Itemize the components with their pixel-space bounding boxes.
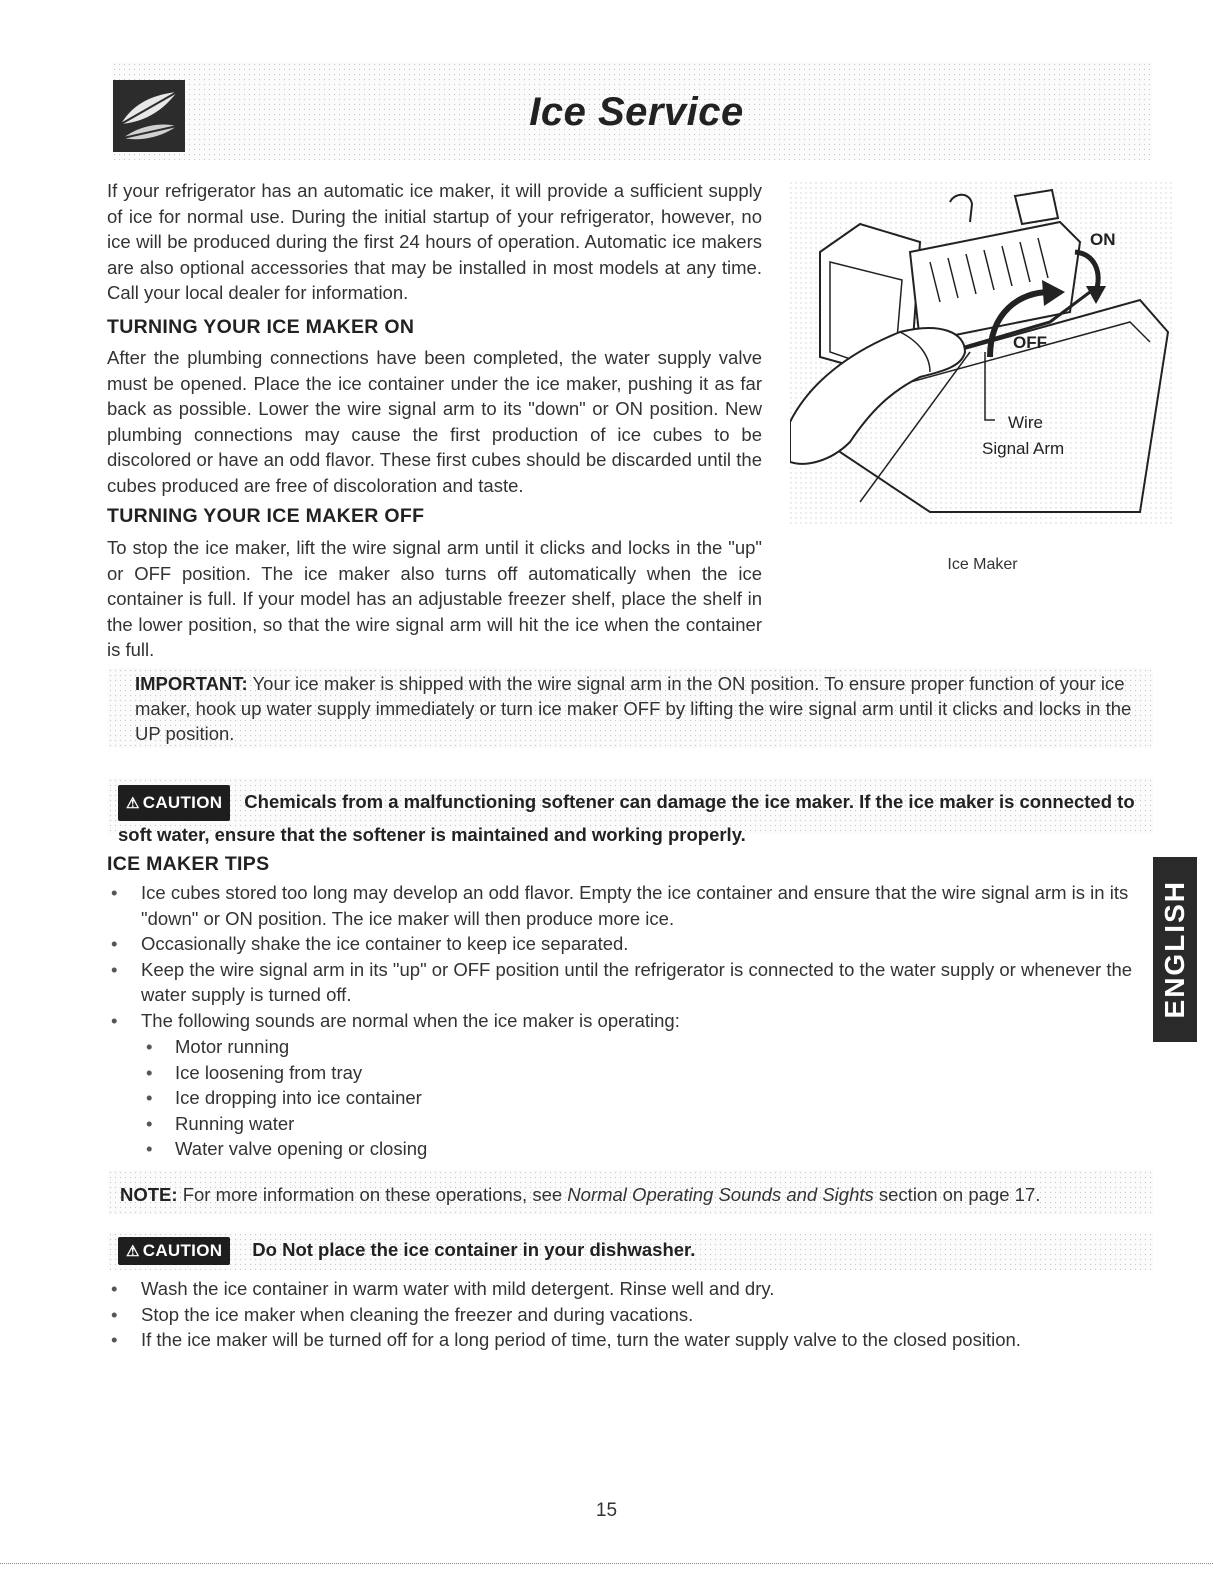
list-item: • Occasionally shake the ice container to keep ice separated.: [107, 931, 1152, 957]
warning-triangle-icon: ⚠: [126, 795, 140, 812]
sounds-list: [142, 1034, 742, 1162]
list-item: • Water valve opening or closing: [142, 1136, 742, 1162]
important-notice: [135, 671, 1145, 746]
ice-maker-tips-heading: ICE MAKER TIPS: [107, 853, 270, 875]
turning-off-paragraph: To stop the ice maker, lift the wire signal arm until it clicks and locks in the "up" or OFF position. The ice maker also turns off automatically when the ice container is full. If your model has an adjustable freezer shelf, place the shelf in the lower position, so that the wire signal arm will hit the ice when the container is full.: [107, 537, 762, 660]
label-signal-arm: Signal Arm: [982, 439, 1065, 458]
caution-badge: [118, 1237, 230, 1265]
list-item: • The following sounds are normal when the ice maker is operating:: [107, 1008, 1152, 1034]
list-item: • Running water: [142, 1111, 742, 1137]
washing-list: [107, 1276, 1152, 1353]
list-item: • If the ice maker will be turned off for a long period of time, turn the water supply valve to the closed position.: [107, 1327, 1152, 1353]
note-label: NOTE:: [120, 1184, 178, 1205]
caution-dishwasher-text: Do Not place the ice container in your dishwasher.: [252, 1239, 696, 1260]
note-text: [120, 1184, 1040, 1206]
page-number: 15: [595, 1500, 618, 1521]
page-title: Ice Service: [529, 90, 744, 134]
figure-caption: Ice Maker: [947, 556, 1018, 573]
language-tab: [1153, 857, 1197, 1042]
list-item: • Wash the ice container in warm water with mild detergent. Rinse well and dry.: [107, 1276, 1152, 1302]
note-text-before: For more information on these operations, see: [177, 1184, 568, 1205]
label-wire: Wire: [1008, 413, 1043, 432]
important-label: IMPORTANT:: [135, 673, 248, 694]
note-reference: Normal Operating Sounds and Sights: [567, 1184, 874, 1205]
list-item: • Stop the ice maker when cleaning the freezer and during vacations.: [107, 1302, 1152, 1328]
list-item: • Ice loosening from tray: [142, 1060, 742, 1086]
warning-triangle-icon: ⚠: [126, 1243, 140, 1260]
label-on: ON: [1090, 230, 1116, 249]
turning-on-paragraph: After the plumbing connections have been completed, the water supply valve must be opened. Place the ice container under the ice maker, pushing it as far back as possible. Lower the wire signal arm to its "down" or ON position. New plumbing connections may cause the first production of ice cubes to be discolored or have an odd flavor. These first cubes should be discarded until the cubes produced are free of discoloration and taste.: [107, 347, 762, 496]
important-text: Your ice maker is shipped with the wire signal arm in the ON position. To ensure proper function of your ice maker, hook up water supply immediately or turn ice maker OFF by lifting the wire signal arm until it clicks and locks in the UP position.: [135, 673, 1132, 744]
language-tab-label: ENGLISH: [1159, 880, 1190, 1019]
caution-softener-text: Chemicals from a malfunctioning softener can damage the ice maker. If the ice maker is connected to soft water, ensure that the softener is maintained and working properly.: [118, 791, 1135, 845]
list-item: • Ice cubes stored too long may develop an odd flavor. Empty the ice container and ensure that the wire signal arm is in its "down" or ON position. The ice maker will then produce more ice.: [107, 880, 1152, 931]
list-item: • Ice dropping into ice container: [142, 1085, 742, 1111]
bottom-divider: [0, 1563, 1213, 1564]
ice-maker-illustration: [790, 182, 1175, 527]
label-off: OFF: [1013, 333, 1047, 352]
caution-badge-label: CAUTION: [142, 1241, 223, 1260]
turning-on-heading: TURNING YOUR ICE MAKER ON: [107, 316, 415, 338]
caution-badge: [118, 785, 230, 821]
turning-off-heading: TURNING YOUR ICE MAKER OFF: [107, 505, 425, 527]
caution-softener-notice: [118, 785, 1148, 848]
tips-list: [107, 880, 1152, 1033]
caution-dishwasher-notice: [118, 1237, 695, 1265]
list-item: • Keep the wire signal arm in its "up" or OFF position until the refrigerator is connected to the water supply or whenever the water supply is turned off.: [107, 957, 1152, 1008]
caution-badge-label: CAUTION: [142, 793, 223, 812]
intro-paragraph: If your refrigerator has an automatic ice maker, it will provide a sufficient supply of ice for normal use. During the initial startup of your refrigerator, however, no ice will be produced during the first 24 hours of operation. Automatic ice makers are also optional accessories that may be installed in most models at any time. Call your local dealer for information.: [107, 180, 762, 303]
note-text-after: section on page 17.: [873, 1184, 1041, 1205]
list-item: • Motor running: [142, 1034, 742, 1060]
